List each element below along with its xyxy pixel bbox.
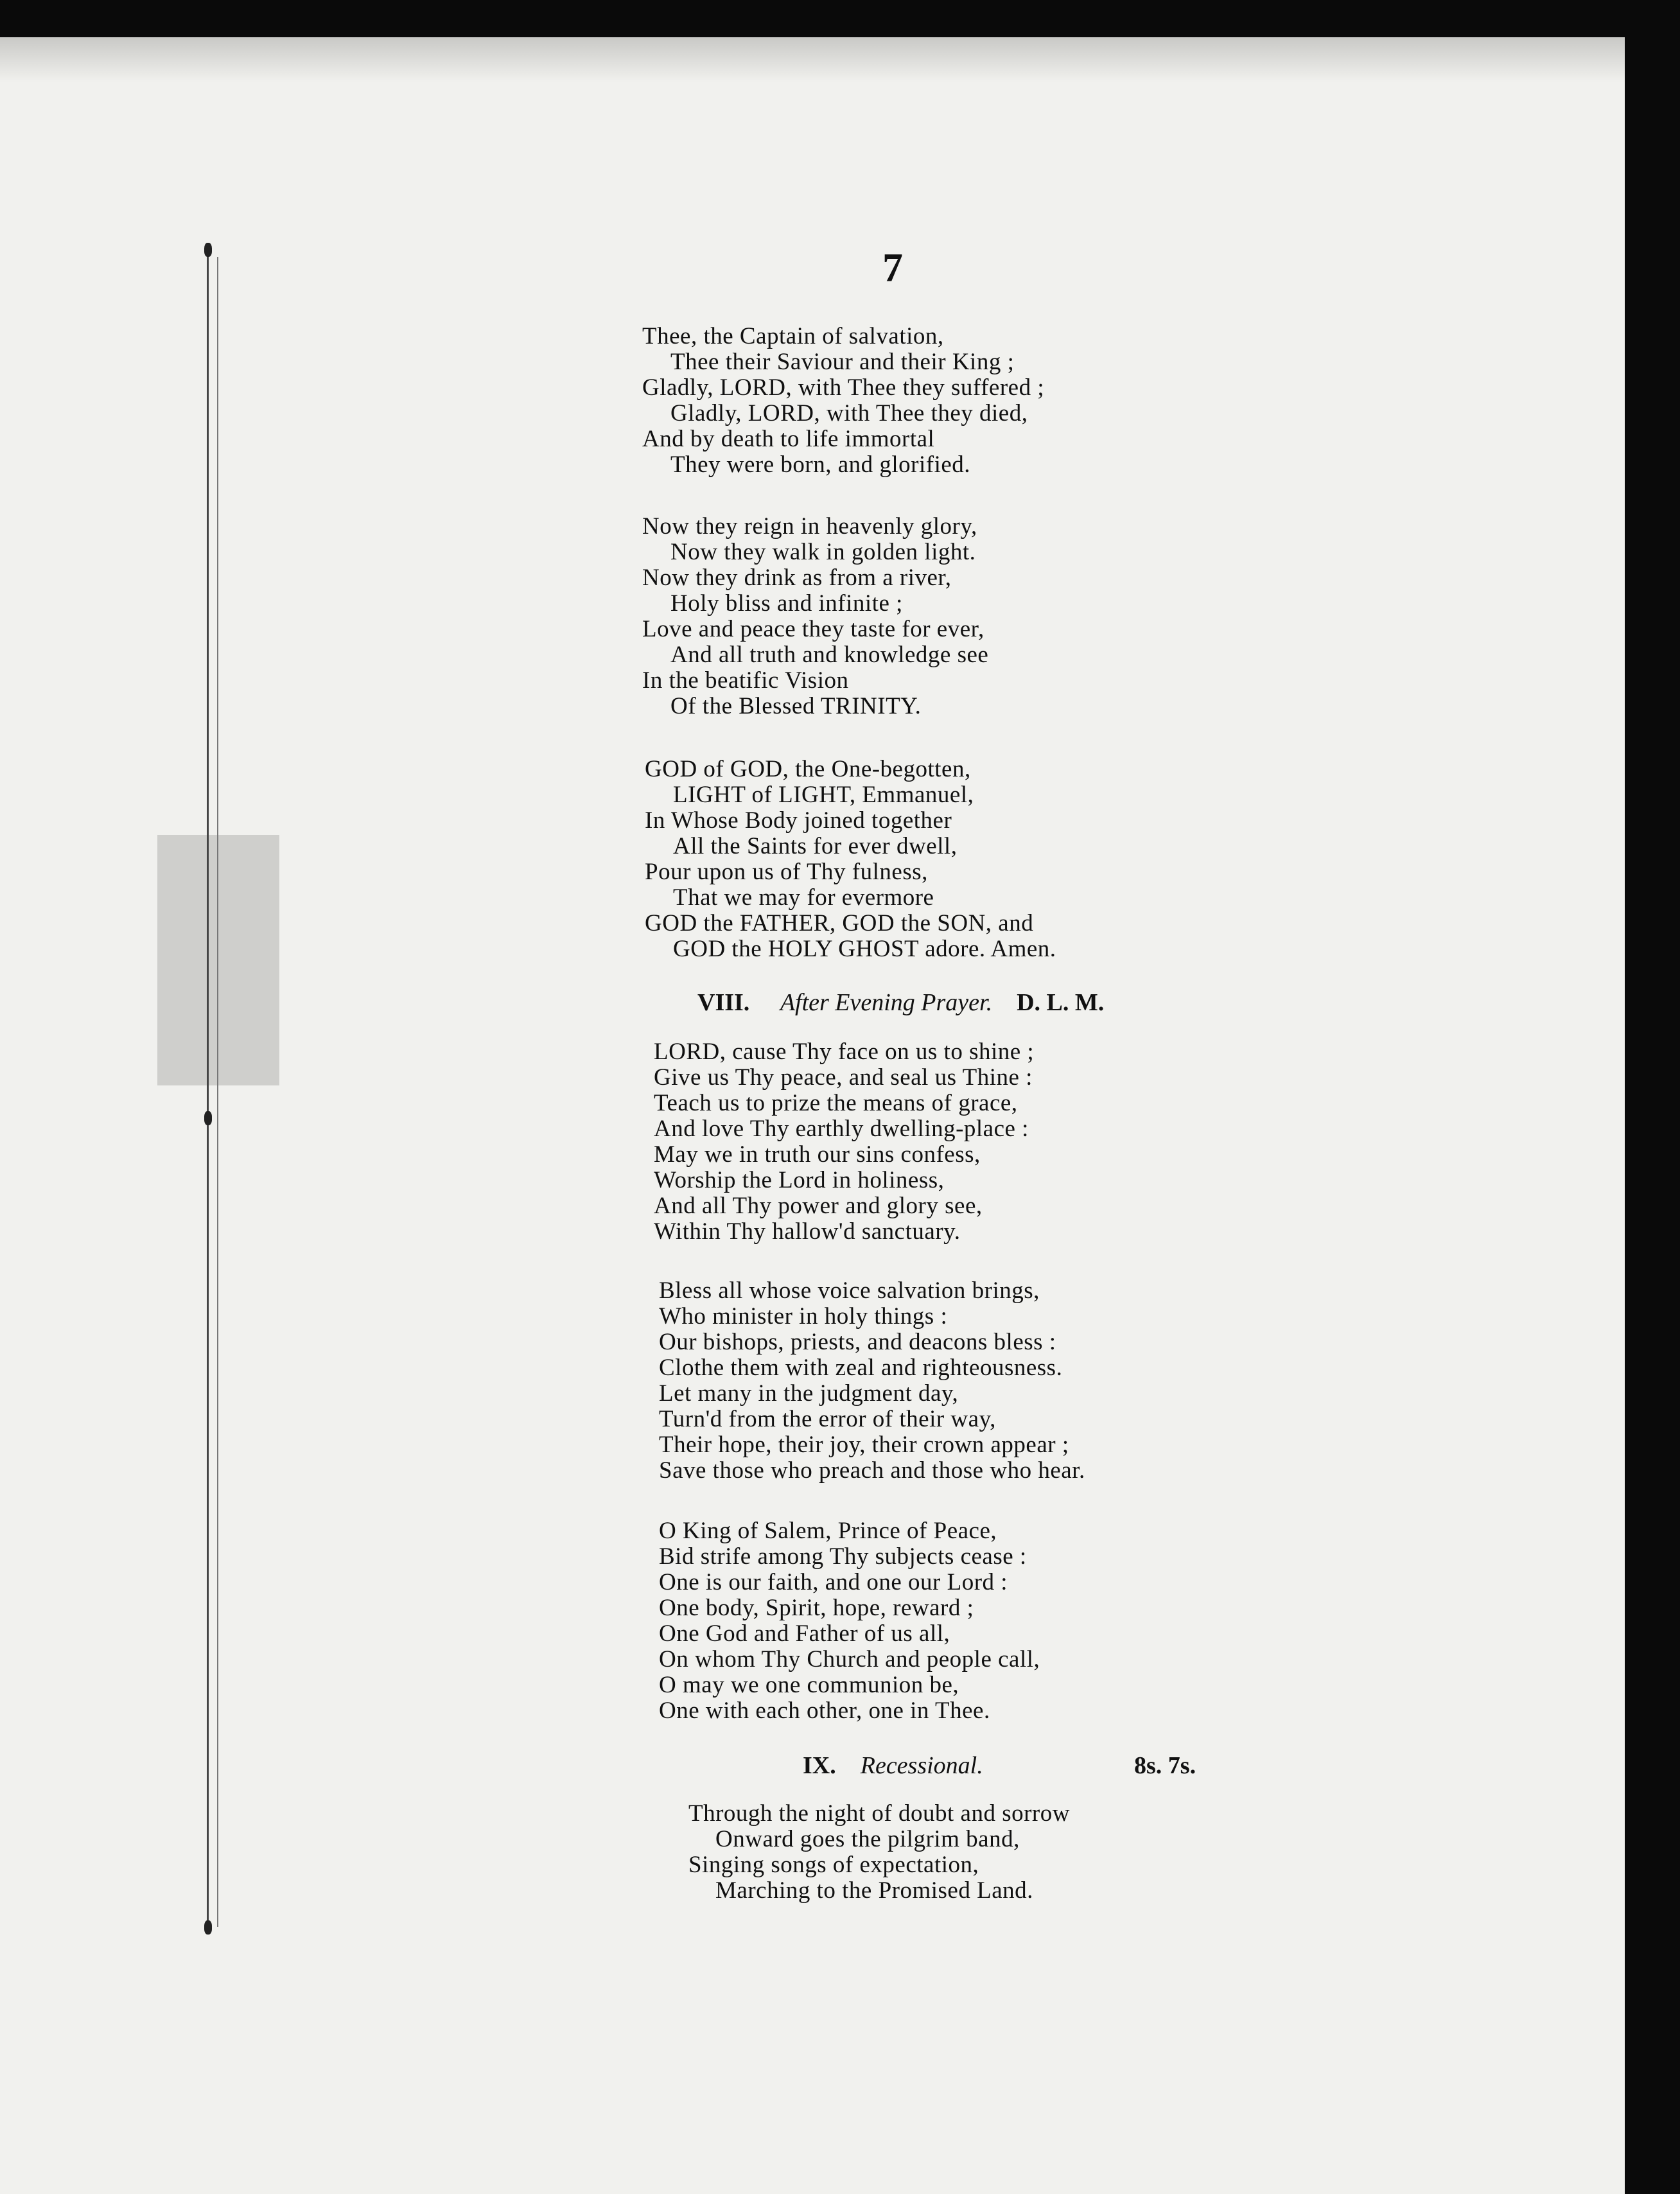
- stanza-line: One God and Father of us all,: [659, 1620, 950, 1647]
- stanza-line: On whom Thy Church and people call,: [659, 1646, 1040, 1672]
- stanza-line: Clothe them with zeal and righteousness.: [659, 1355, 1063, 1381]
- stanza-line: Now they reign in heavenly glory,: [642, 513, 977, 540]
- stanza-line: Our bishops, priests, and deacons bless :: [659, 1329, 1056, 1355]
- stanza-line: And all truth and knowledge see: [670, 642, 989, 668]
- hymn-ix-heading: [803, 1752, 983, 1779]
- stanza-line: LORD, cause Thy face on us to shine ;: [654, 1039, 1035, 1065]
- stanza-line: O may we one communion be,: [659, 1672, 959, 1698]
- hymn-number: IX.: [803, 1752, 836, 1779]
- stanza-line: O King of Salem, Prince of Peace,: [659, 1518, 997, 1544]
- stanza-line: Of the Blessed TRINITY.: [670, 693, 922, 719]
- stanza-line: That we may for evermore: [673, 884, 934, 911]
- stanza-line: GOD of GOD, the One-begotten,: [645, 756, 971, 782]
- stanza-line: One body, Spirit, hope, reward ;: [659, 1595, 974, 1621]
- stanza-line: Gladly, LORD, with Thee they suffered ;: [642, 374, 1045, 401]
- stanza-line: Who minister in holy things :: [659, 1303, 948, 1330]
- stanza-line: Now they drink as from a river,: [642, 565, 952, 591]
- binding-line-inner: [217, 257, 218, 1927]
- hymn-title: After Evening Prayer.: [780, 989, 993, 1016]
- binding-ornament-middle: [204, 1111, 212, 1125]
- stanza-line: And by death to life immortal: [642, 426, 935, 452]
- binding-gutter-shade: [157, 835, 279, 1085]
- hymn-ix-meter: 8s. 7s.: [1134, 1752, 1196, 1779]
- stanza-line: Teach us to prize the means of grace,: [654, 1090, 1018, 1116]
- stanza-line: One is our faith, and one our Lord :: [659, 1569, 1008, 1595]
- hymn-viii-heading: [697, 989, 1104, 1016]
- stanza-line: LIGHT of LIGHT, Emmanuel,: [673, 782, 974, 808]
- stanza-line: In Whose Body joined together: [645, 807, 952, 834]
- stanza-line: Onward goes the pilgrim band,: [715, 1826, 1020, 1852]
- stanza-line: Let many in the judgment day,: [659, 1380, 959, 1407]
- stanza-line: Give us Thy peace, and seal us Thine :: [654, 1064, 1033, 1091]
- binding-line: [207, 244, 209, 1927]
- page-right-edge: [1625, 0, 1680, 2194]
- stanza-line: Worship the Lord in holiness,: [654, 1167, 945, 1193]
- stanza-line: Pour upon us of Thy fulness,: [645, 859, 928, 885]
- hymn-meter: D. L. M.: [1017, 989, 1105, 1016]
- stanza-line: In the beatific Vision: [642, 667, 849, 694]
- stanza-line: Turn'd from the error of their way,: [659, 1406, 996, 1432]
- stanza-line: Love and peace they taste for ever,: [642, 616, 984, 642]
- stanza-line: Now they walk in golden light.: [670, 539, 976, 565]
- stanza-line: Holy bliss and infinite ;: [670, 590, 903, 617]
- stanza-line: GOD the HOLY GHOST adore. Amen.: [673, 936, 1056, 962]
- stanza-line: Marching to the Promised Land.: [715, 1877, 1033, 1904]
- stanza-line: All the Saints for ever dwell,: [673, 833, 958, 859]
- stanza-line: Thee, the Captain of salvation,: [642, 323, 944, 349]
- stanza-line: Save those who preach and those who hear.: [659, 1457, 1085, 1484]
- stanza-line: Singing songs of expectation,: [688, 1852, 979, 1878]
- stanza-line: And love Thy earthly dwelling-place :: [654, 1116, 1029, 1142]
- page-top-shadow: [0, 37, 1625, 82]
- stanza-line: And all Thy power and glory see,: [654, 1193, 983, 1219]
- page-number: 7: [882, 245, 903, 290]
- stanza-line: Gladly, LORD, with Thee they died,: [670, 400, 1028, 426]
- stanza-line: Bless all whose voice salvation brings,: [659, 1277, 1040, 1304]
- stanza-line: One with each other, one in Thee.: [659, 1698, 990, 1724]
- stanza-line: They were born, and glorified.: [670, 452, 971, 478]
- hymn-number: VIII.: [697, 989, 750, 1016]
- binding-ornament-bottom: [204, 1920, 212, 1935]
- stanza-line: Thee their Saviour and their King ;: [670, 349, 1015, 375]
- stanza-line: Within Thy hallow'd sanctuary.: [654, 1218, 961, 1245]
- stanza-line: GOD the FATHER, GOD the SON, and: [645, 910, 1034, 936]
- hymn-title: Recessional.: [860, 1752, 983, 1779]
- stanza-line: Their hope, their joy, their crown appear ;: [659, 1432, 1069, 1458]
- stanza-line: Through the night of doubt and sorrow: [688, 1800, 1070, 1827]
- stanza-line: Bid strife among Thy subjects cease :: [659, 1543, 1027, 1570]
- binding-ornament-top: [204, 243, 212, 257]
- stanza-line: May we in truth our sins confess,: [654, 1141, 981, 1168]
